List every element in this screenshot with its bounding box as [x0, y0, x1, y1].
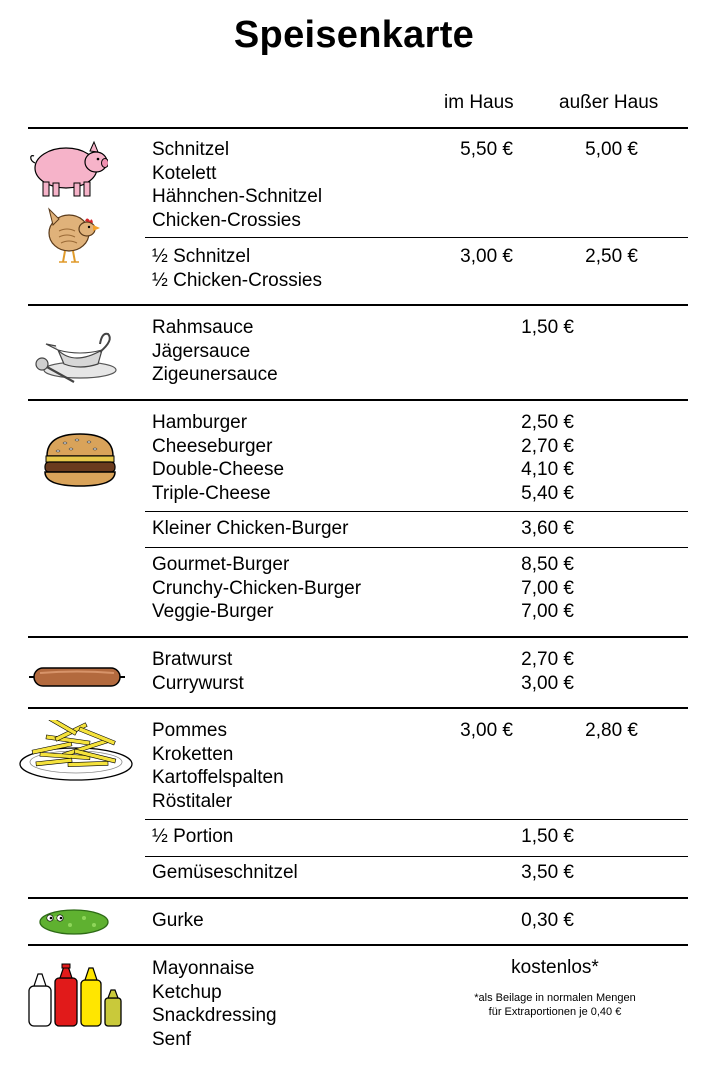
price: 5,40 € — [521, 483, 574, 505]
price-take-away: 2,50 € — [585, 246, 638, 267]
price-in-house: 3,00 € — [460, 246, 513, 267]
condiment-bottles-icon — [24, 962, 126, 1030]
price: 3,60 € — [521, 518, 574, 539]
column-header-in-house: im Haus — [444, 92, 514, 113]
menu-item: Gourmet-Burger — [152, 554, 290, 575]
menu-item: Currywurst — [152, 672, 244, 694]
divider — [145, 237, 688, 238]
menu-item: Kartoffelspalten — [152, 767, 284, 789]
divider — [145, 547, 688, 548]
menu-group-chicken-burger — [152, 517, 348, 541]
menu-item: Senf — [152, 1029, 192, 1051]
menu-item: Triple-Cheese — [152, 483, 271, 505]
price-list — [480, 648, 574, 695]
price: 2,70 € — [521, 649, 574, 670]
menu-item: ½ Chicken-Crossies — [152, 269, 322, 291]
price-in-house: 3,00 € — [460, 720, 513, 741]
menu-item: Kleiner Chicken-Burger — [152, 518, 349, 539]
menu-group-half-portion — [152, 825, 233, 849]
menu-item: Röstitaler — [152, 791, 233, 813]
divider — [28, 944, 688, 946]
sausage-icon — [28, 664, 126, 692]
menu-item: Gurke — [152, 910, 204, 931]
gravy-boat-icon — [28, 322, 120, 384]
page-title: Speisenkarte — [233, 14, 475, 56]
price-list — [480, 861, 574, 885]
column-header-take-away: außer Haus — [559, 92, 659, 113]
menu-group-pickle — [152, 909, 204, 933]
menu-group-burgers — [152, 411, 284, 506]
divider — [145, 819, 688, 820]
price-take-away: 2,80 € — [585, 720, 638, 741]
menu-group-schnitzel — [152, 138, 322, 233]
divider — [28, 636, 688, 638]
menu-item: Jägersauce — [152, 340, 251, 362]
menu-group-veg-schnitzel — [152, 861, 298, 885]
divider — [28, 897, 688, 899]
price: 4,10 € — [521, 459, 574, 481]
menu-item: Rahmsauce — [152, 317, 254, 338]
menu-item: Kroketten — [152, 743, 234, 765]
price-list — [480, 825, 574, 849]
footnote-line: für Extraportionen je 0,40 € — [488, 1006, 622, 1018]
fries-icon — [18, 720, 134, 784]
price-list — [480, 909, 574, 933]
menu-group-half-schnitzel — [152, 245, 322, 292]
price-free: kostenlos* — [511, 957, 599, 978]
menu-item: Schnitzel — [152, 139, 230, 160]
price: 2,50 € — [521, 412, 574, 433]
price-list — [480, 517, 574, 541]
menu-item: Double-Cheese — [152, 459, 285, 481]
menu-item: Pommes — [152, 720, 227, 741]
footnote — [440, 991, 670, 1019]
menu-item: ½ Schnitzel — [152, 246, 251, 267]
footnote-line: *als Beilage in normalen Mengen — [474, 992, 636, 1004]
pig-icon — [26, 138, 108, 200]
price: 1,50 € — [521, 317, 574, 338]
menu-item: Cheeseburger — [152, 435, 273, 457]
menu-group-condiments — [152, 957, 277, 1052]
menu-item: Chicken-Crossies — [152, 210, 301, 232]
price-list — [480, 411, 574, 506]
price: 8,50 € — [521, 554, 574, 575]
price-list — [480, 553, 574, 624]
price: 2,70 € — [521, 435, 574, 457]
menu-item: Mayonnaise — [152, 958, 255, 979]
menu-group-special-burgers — [152, 553, 361, 624]
burger-icon — [43, 432, 117, 488]
price: 3,00 € — [521, 672, 574, 694]
menu-group-sauces — [152, 316, 278, 387]
price: 7,00 € — [521, 601, 574, 623]
menu-item: Gemüseschnitzel — [152, 862, 298, 883]
price-in-house: 5,50 € — [460, 139, 513, 160]
menu-item: Bratwurst — [152, 649, 233, 670]
divider — [28, 399, 688, 401]
menu-item: Ketchup — [152, 981, 222, 1003]
price: 7,00 € — [521, 577, 574, 599]
price: 3,50 € — [521, 862, 574, 883]
pickle-icon — [36, 906, 112, 938]
divider — [145, 856, 688, 857]
menu-item: Hamburger — [152, 412, 248, 433]
divider — [145, 511, 688, 512]
menu-item: Zigeunersauce — [152, 364, 278, 386]
menu-item: Veggie-Burger — [152, 601, 274, 623]
menu-group-sides — [152, 719, 284, 814]
menu-group-sausages — [152, 648, 244, 695]
menu-item: Hähnchen-Schnitzel — [152, 186, 323, 208]
menu-item: Kotelett — [152, 162, 217, 184]
menu-item: ½ Portion — [152, 826, 234, 847]
divider — [28, 707, 688, 709]
menu-item: Crunchy-Chicken-Burger — [152, 577, 362, 599]
price: 1,50 € — [521, 826, 574, 847]
menu-item: Snackdressing — [152, 1005, 277, 1027]
price: 0,30 € — [521, 910, 574, 931]
price-take-away: 5,00 € — [585, 139, 638, 160]
chicken-icon — [45, 201, 103, 264]
divider — [28, 304, 688, 306]
divider — [28, 127, 688, 129]
